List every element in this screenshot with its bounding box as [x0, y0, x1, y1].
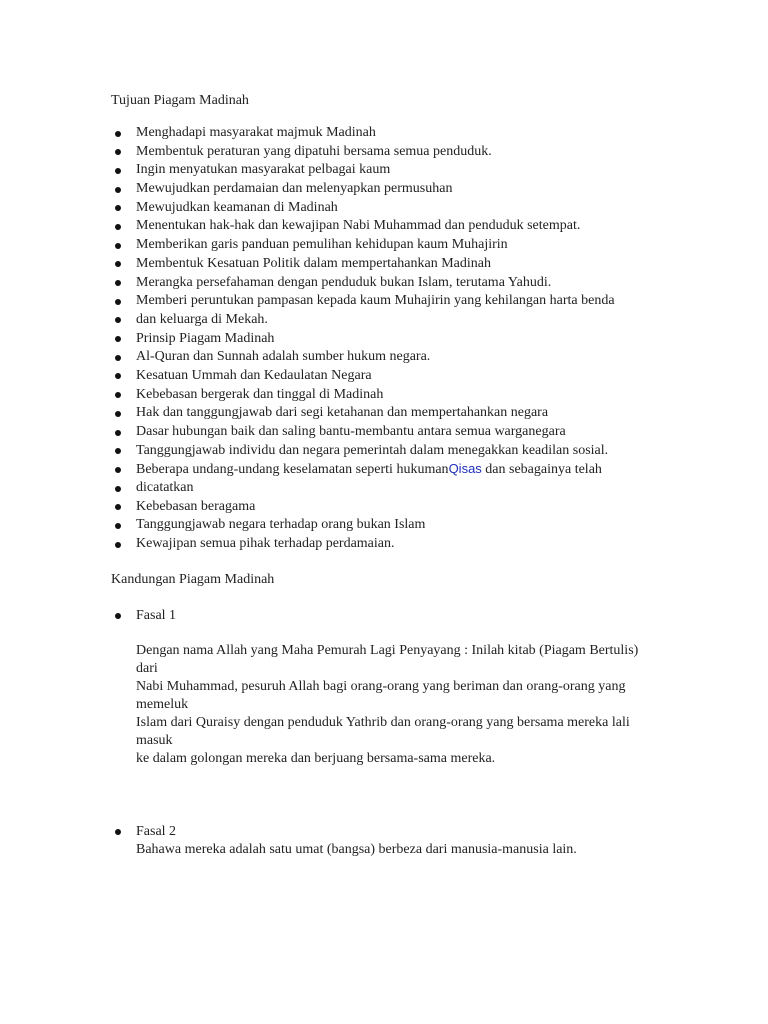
fasal-2-line: Bahawa mereka adalah satu umat (bangsa) berbeza dari manusia-manusia lain.	[136, 842, 577, 857]
list-item: Mewujudkan keamanan di Madinah	[111, 199, 615, 218]
list-item: Kewajipan semua pihak terhadap perdamaian.	[111, 535, 615, 554]
list-item: Memberi peruntukan pampasan kepada kaum Muhajirin yang kehilangan harta benda	[111, 292, 615, 311]
fasal-1-line: Nabi Muhammad, pesuruh Allah bagi orang-orang yang beriman dan orang-orang yang	[136, 679, 626, 694]
fasal-1-line: ke dalam golongan mereka dan berjuang bersama-sama mereka.	[136, 751, 496, 766]
list-item: dicatatkan	[111, 479, 615, 498]
list-item: Kebebasan beragama	[111, 498, 615, 517]
fasal-2-body	[111, 841, 691, 859]
list-item-text: dan sebagainya telah	[481, 462, 602, 478]
list-item: Kebebasan bergerak dan tinggal di Madinah	[111, 386, 615, 405]
qisas-link[interactable]: Qisas	[448, 461, 482, 477]
fasal-2-title: Fasal 2	[111, 823, 691, 841]
list-item: Menghadapi masyarakat majmuk Madinah	[111, 124, 615, 143]
list-item-with-link	[111, 460, 615, 479]
list-item: dan keluarga di Mekah.	[111, 311, 615, 330]
list-item: Prinsip Piagam Madinah	[111, 330, 615, 349]
fasal-1-body	[111, 642, 691, 768]
list-item: Menentukan hak-hak dan kewajipan Nabi Muhammad dan penduduk setempat.	[111, 217, 615, 236]
fasal-2	[111, 823, 691, 859]
list-item: Hak dan tanggungjawab dari segi ketahanan dan mempertahankan negara	[111, 404, 615, 423]
list-item: Dasar hubungan baik dan saling bantu-membantu antara semua warganegara	[111, 423, 615, 442]
section-title-tujuan: Tujuan Piagam Madinah	[111, 93, 249, 108]
list-item: Mewujudkan perdamaian dan melenyapkan permusuhan	[111, 180, 615, 199]
list-item: Ingin menyatukan masyarakat pelbagai kaum	[111, 161, 615, 180]
fasal-1-line: Dengan nama Allah yang Maha Pemurah Lagi Penyayang : Inilah kitab (Piagam Bertulis)	[136, 643, 639, 658]
fasal-1	[111, 607, 691, 768]
list-item: Kesatuan Ummah dan Kedaulatan Negara	[111, 367, 615, 386]
fasal-1-line: Islam dari Quraisy dengan penduduk Yathrib dan orang-orang yang bersama mereka lali	[136, 715, 630, 730]
list-item: Al-Quran dan Sunnah adalah sumber hukum negara.	[111, 348, 615, 367]
fasal-1-line: memeluk	[136, 697, 189, 712]
tujuan-bullet-list	[111, 124, 615, 554]
list-item: Tanggungjawab individu dan negara pemerintah dalam menegakkan keadilan sosial.	[111, 442, 615, 461]
list-item-text: Beberapa undang-undang keselamatan seperti hukuman	[136, 462, 449, 478]
fasal-1-line: masuk	[136, 733, 173, 748]
section-title-kandungan: Kandungan Piagam Madinah	[111, 572, 275, 587]
list-item: Membentuk Kesatuan Politik dalam mempertahankan Madinah	[111, 255, 615, 274]
list-item: Memberikan garis panduan pemulihan kehidupan kaum Muhajirin	[111, 236, 615, 255]
list-item: Membentuk peraturan yang dipatuhi bersama semua penduduk.	[111, 143, 615, 162]
fasal-1-title: Fasal 1	[111, 607, 691, 625]
list-item: Merangka persefahaman dengan penduduk bukan Islam, terutama Yahudi.	[111, 274, 615, 293]
list-item: Tanggungjawab negara terhadap orang bukan Islam	[111, 516, 615, 535]
fasal-1-line: dari	[136, 661, 158, 676]
